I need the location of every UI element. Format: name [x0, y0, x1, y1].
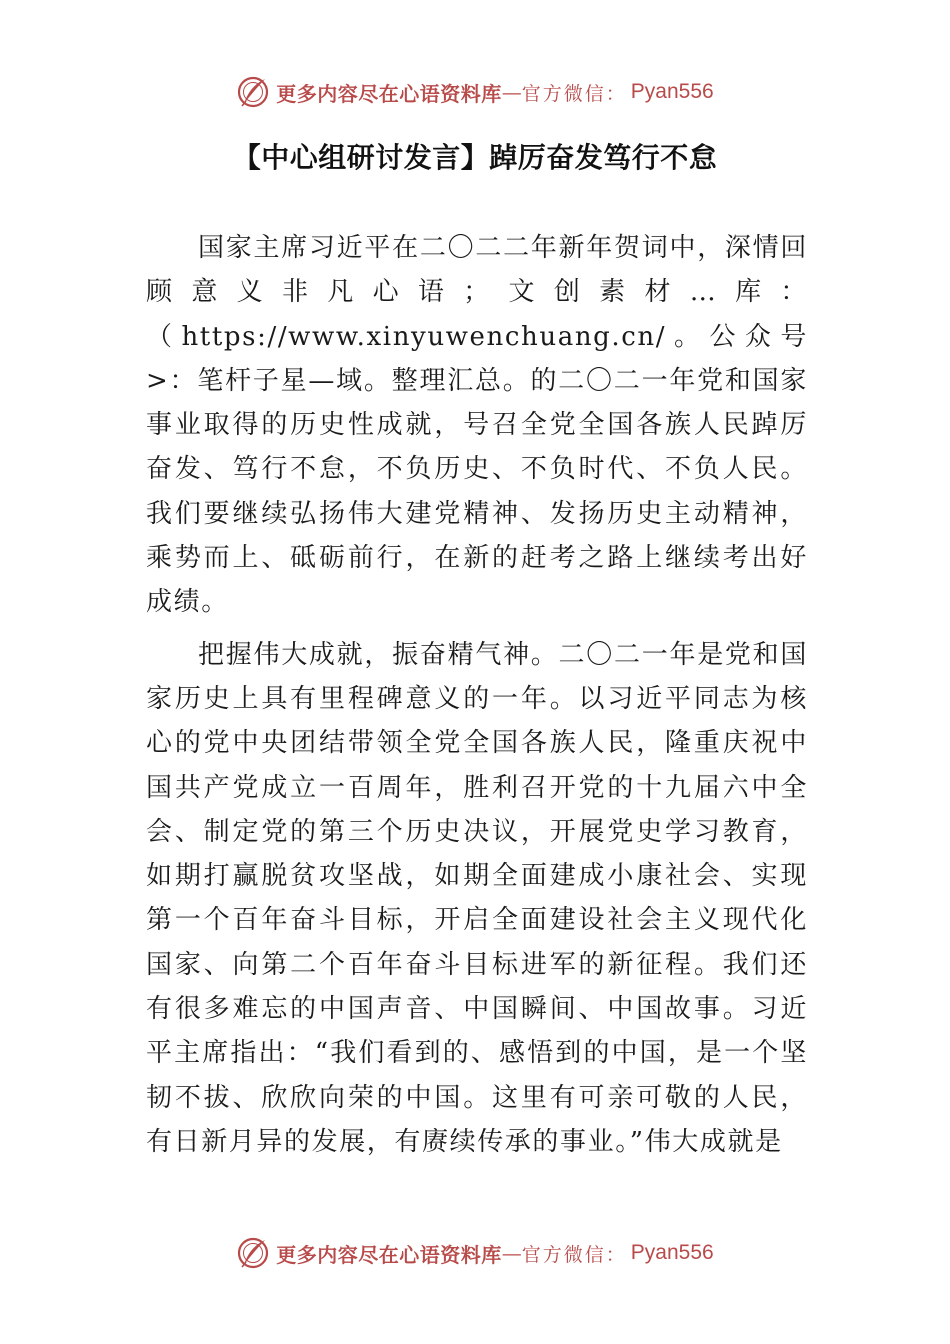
banner-wechat-id: Pyan556	[630, 1241, 714, 1264]
footer-banner	[0, 1233, 950, 1273]
banner-wechat-label: 官方微信：	[521, 82, 627, 105]
page-title: 【中心组研讨发言】踔厉奋发笃行不怠	[232, 141, 718, 174]
banner-dash: —	[501, 1241, 522, 1265]
banner-site-name: 更多内容尽在心语资料库	[276, 81, 502, 106]
banner-site-name: 更多内容尽在心语资料库	[276, 1242, 502, 1267]
header-banner	[0, 72, 950, 112]
document-body	[146, 226, 808, 1164]
quill-logo-icon	[236, 75, 270, 109]
banner-wechat-label: 官方微信：	[521, 1243, 627, 1266]
banner-wechat-id: Pyan556	[630, 80, 714, 103]
banner-dash: —	[501, 80, 522, 104]
paragraph-1: 国家主席习近平在二〇二二年新年贺词中，深情回顾意义非凡心语；文创素材…库：（https://www.xinyuwenchuang.cn/。公众号>：笔杆子星—域。整理汇总。的二〇二一年党和国家事业取得的历史性成就，号召全党全国各族人民踔厉奋发、笃行不怠，不负历史、不负时代、不负人民。我们要继续弘扬伟大建党精神、发扬历史主动精神，乘势而上、砥砺前行，在新的赶考之路上继续考出好成绩。	[146, 233, 808, 618]
paragraph-2: 把握伟大成就，振奋精气神。二〇二一年是党和国家历史上具有里程碑意义的一年。以习近平同志为核心的党中央团结带领全党全国各族人民，隆重庆祝中国共产党成立一百周年，胜利召开党的十九届六中全会、制定党的第三个历史决议，开展党史学习教育，如期打赢脱贫攻坚战，如期全面建成小康社会、实现第一个百年奋斗目标，开启全面建设社会主义现代化国家、向第二个百年奋斗目标进军的新征程。我们还有很多难忘的中国声音、中国瞬间、中国故事。习近平主席指出：“我们看到的、感悟到的中国，是一个坚韧不拔、欣欣向荣的中国。这里有可亲可敬的人民，有日新月异的发展，有赓续传承的事业。”伟大成就是	[146, 639, 808, 1157]
quill-logo-icon	[236, 1236, 270, 1270]
